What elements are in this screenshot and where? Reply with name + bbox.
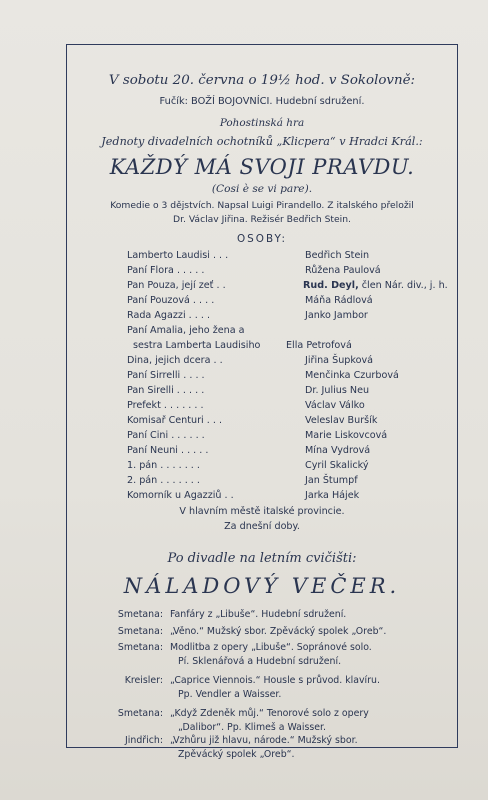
cast-row: Paní Neuni . . . . . Mína Vydrová bbox=[127, 445, 371, 456]
program-item-text: Fanfáry z „Libuše“. Hudební sdružení. bbox=[170, 609, 347, 620]
program-composer: Smetana: bbox=[117, 609, 163, 620]
cast-row: Paní Cini . . . . . . Marie Liskovcová bbox=[127, 430, 388, 441]
cast-heading: OSOBY: bbox=[237, 233, 287, 245]
cast-row: Komorník u Agazziů . . Jarka Hájek bbox=[127, 490, 360, 501]
cast-row: Paní Flora . . . . . Růžena Paulová bbox=[127, 265, 381, 276]
cast-row: Prefekt . . . . . . . Václav Válko bbox=[127, 400, 365, 411]
program-item-text: Zpěvácký spolek „Oreb“. bbox=[178, 749, 295, 760]
program-composer: Smetana: bbox=[117, 708, 163, 719]
cast-row: Paní Amalia, jeho žena a bbox=[127, 325, 245, 336]
first-performance-line: Fučík: BOŽÍ BOJOVNÍCI. Hudební sdružení. bbox=[159, 96, 365, 107]
evening-title: NÁLADOVÝ VEČER. bbox=[123, 574, 401, 598]
cast-row: 2. pán . . . . . . . Jan Štumpf bbox=[127, 475, 358, 486]
program-item-text: Pp. Vendler a Waisser. bbox=[178, 689, 282, 700]
guest-performance-label: Pohostinská hra bbox=[219, 117, 305, 129]
setting-line-1: V hlavním městě italské provincie. bbox=[179, 506, 345, 517]
cast-row: Pan Pouza, její zeť . . Rud. Deyl, člen Nár. div., j. h. bbox=[127, 280, 448, 291]
program-composer: Jindřich: bbox=[125, 735, 163, 746]
program-item-text: „Vzhůru již hlavu, národe.“ Mužský sbor. bbox=[170, 735, 358, 746]
setting-line-2: Za dnešní doby. bbox=[224, 521, 300, 532]
cast-row: Komisař Centuri . . . Veleslav Buršík bbox=[127, 415, 378, 426]
program-item-text: Pí. Sklenářová a Hudební sdružení. bbox=[178, 656, 342, 667]
program-item-text: „Věno.“ Mužský sbor. Zpěvácký spolek „Oreb“. bbox=[170, 626, 387, 637]
event-date-line: V sobotu 20. června o 19½ hod. v Sokolovně: bbox=[108, 73, 416, 88]
program-item-text: „Dalibor“. Pp. Klimeš a Waisser. bbox=[178, 722, 326, 733]
cast-row: 1. pán . . . . . . . Cyril Skalický bbox=[127, 460, 369, 471]
program-item-text: „Caprice Viennois.“ Housle s průvod. klavíru. bbox=[170, 675, 380, 686]
cast-row: sestra Lamberta Laudisiho Ella Petrofová bbox=[133, 340, 352, 351]
cast-row: Rada Agazzi . . . . Janko Jambor bbox=[127, 310, 368, 321]
cast-row: Paní Sirrelli . . . . Menčinka Czurbová bbox=[127, 370, 399, 381]
program-item-text: Modlitba z opery „Libuše“. Sopránové solo. bbox=[170, 642, 372, 653]
program-item-text: „Když Zdeněk můj.“ Tenorové solo z opery bbox=[170, 708, 369, 719]
play-credits-line-2: Dr. Václav Jiřina. Režisér Bedřich Stein. bbox=[173, 214, 351, 225]
evening-intro: Po divadle na letním cvičišti: bbox=[167, 551, 357, 566]
program-composer: Smetana: bbox=[117, 626, 163, 637]
play-credits-line-1: Komedie o 3 dějstvích. Napsal Luigi Pirandello. Z italského přeložil bbox=[110, 200, 414, 211]
cast-row: Dina, jejich dcera . . Jiřina Šupková bbox=[127, 355, 374, 366]
theatre-company-line: Jednoty divadelních ochotníků „Klicpera“ v Hradci Král.: bbox=[101, 135, 423, 148]
play-title: KAŽDÝ MÁ SVOJI PRAVDU. bbox=[109, 155, 415, 179]
cast-row: Lamberto Laudisi . . . Bedřich Stein bbox=[127, 250, 370, 261]
program-composer: Smetana: bbox=[117, 642, 163, 653]
cast-row: Pan Sirelli . . . . . Dr. Julius Neu bbox=[127, 385, 370, 396]
program-composer: Kreisler: bbox=[124, 675, 163, 686]
cast-row: Paní Pouzová . . . . Máňa Rádlová bbox=[127, 295, 373, 306]
play-subtitle: (Cosi è se vi pare). bbox=[211, 183, 313, 195]
